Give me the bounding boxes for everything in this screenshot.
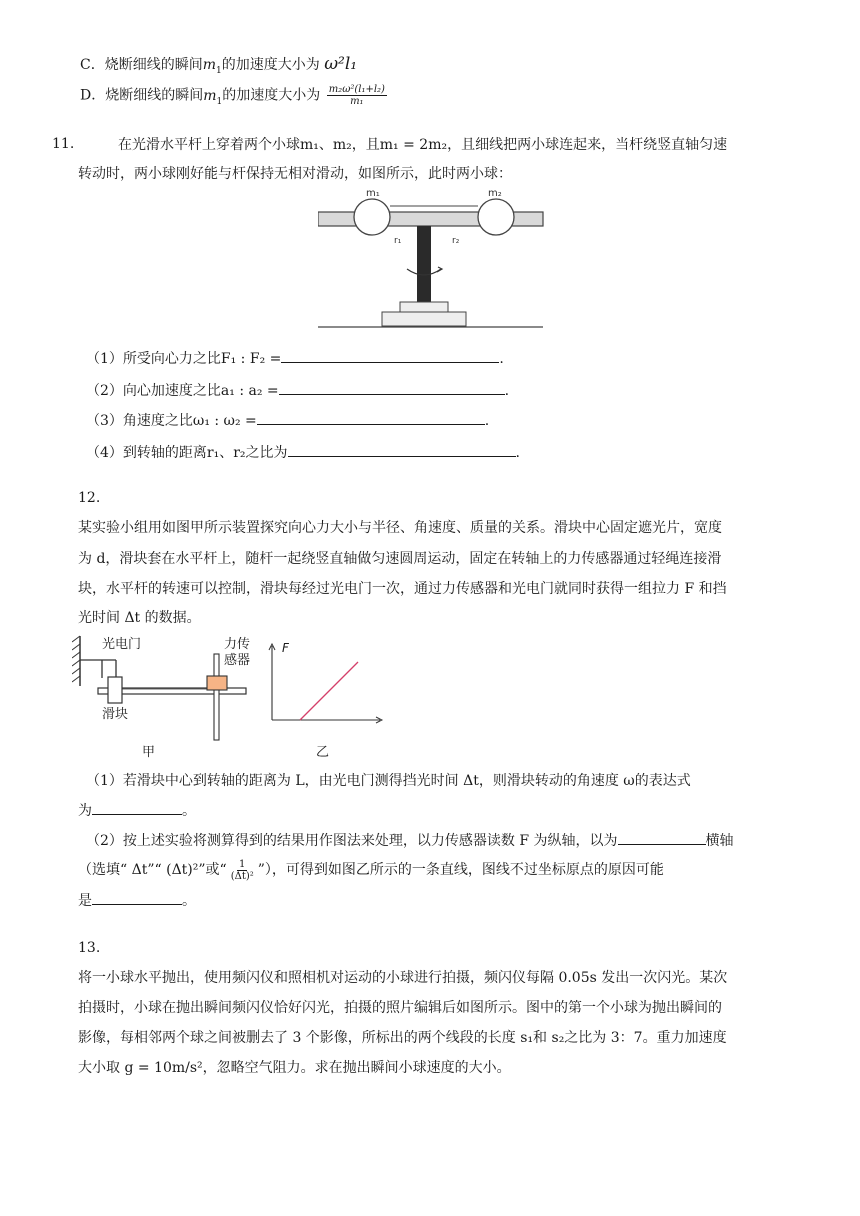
graph-line bbox=[300, 662, 358, 720]
ball-m1 bbox=[354, 199, 390, 235]
question-12-sub2-line3: 是 。 bbox=[78, 890, 196, 911]
label-slider: 滑块 bbox=[102, 707, 129, 722]
option-d-mid: 的加速度大小为 bbox=[222, 87, 321, 104]
option-c-var: $m_1$ bbox=[202, 57, 222, 76]
answer-blank-axis[interactable] bbox=[618, 830, 706, 845]
answer-blank-omega[interactable] bbox=[92, 800, 182, 815]
slider-block bbox=[108, 677, 122, 703]
question-13-number: 13. bbox=[78, 940, 101, 956]
question-12-sub1-line2: 为 。 bbox=[78, 800, 196, 821]
question-12-para-3: 块，水平杆的转速可以控制，滑块每经过光电门一次，通过力传感器和光电门就同时获得一组拉力 F 和挡 bbox=[78, 581, 727, 597]
experiment-figure bbox=[72, 632, 402, 772]
option-c-text: C．烧断细线的瞬间 bbox=[80, 57, 203, 73]
question-11-line1: 在光滑水平杆上穿着两个小球m₁、m₂，且m₁ = 2m₂，且细线把两小球连起来，当杆绕竖直轴匀速 bbox=[118, 137, 728, 153]
label-m2: m₂ bbox=[488, 188, 502, 199]
option-d-fraction: $\frac{\text{m₂ω²(l₁+l₂)}}{\text{m₁}}$ bbox=[328, 84, 385, 107]
question-12-number: 12. bbox=[78, 490, 101, 506]
answer-blank-1[interactable] bbox=[281, 348, 499, 363]
question-12-sub1-line1: （1）若滑块中心到转轴的距离为 L，由光电门测得挡光时间 Δt，则滑块转动的角速度 ω的表达式 bbox=[86, 773, 691, 789]
question-13-para-4: 大小取 g = 10m/s²，忽略空气阻力。求在抛出瞬间小球速度的大小。 bbox=[78, 1060, 511, 1076]
question-11-sub1: （1）所受向心力之比F₁ : F₂ = . bbox=[86, 348, 504, 369]
question-12-para-1: 某实验小组用如图甲所示装置探究向心力大小与半径、角速度、质量的关系。滑块中心固定遮光片，宽度 bbox=[78, 520, 722, 536]
option-c-mid: 的加速度大小为 bbox=[221, 57, 320, 73]
question-12-para-4: 光时间 Δt 的数据。 bbox=[78, 610, 201, 626]
reciprocal-fraction: $\frac{1}{\text{(Δt)²}}$ bbox=[230, 858, 254, 882]
question-12-sub2-line1: （2）按上述实验将测算得到的结果用作图法来处理，以力传感器读数 F 为纵轴，以为 横轴 bbox=[86, 830, 734, 851]
question-11-sub2: （2）向心加速度之比a₁ : a₂ = . bbox=[86, 380, 509, 401]
label-r1: r₁ bbox=[394, 236, 402, 246]
label-gate: 光电门 bbox=[102, 637, 142, 652]
label-sensor-1: 力传 bbox=[224, 637, 251, 652]
question-11-sub3: （3）角速度之比ω₁ : ω₂ = . bbox=[86, 410, 489, 431]
question-12-para-2: 为 d，滑块套在水平杆上，随杆一起绕竖直轴做匀速圆周运动，固定在转轴上的力传感器通过轻绳连接滑 bbox=[78, 551, 722, 567]
option-d-text: D．烧断细线的瞬间 bbox=[80, 87, 204, 104]
question-13-para-2: 拍摄时，小球在抛出瞬间频闪仪恰好闪光，拍摄的照片编辑后如图所示。图中的第一个小球为抛出瞬间的 bbox=[78, 1000, 722, 1016]
ball-m2 bbox=[478, 199, 514, 235]
answer-blank-3[interactable] bbox=[257, 410, 485, 425]
label-sensor-2: 感器 bbox=[224, 653, 251, 668]
force-sensor bbox=[207, 676, 227, 690]
answer-blank-4[interactable] bbox=[288, 442, 516, 457]
question-13-para-3: 影像，每相邻两个球之间被删去了 3 个影像，所标出的两个线段的长度 s₁和 s₂之比为 3：7。重力加速度 bbox=[78, 1030, 727, 1046]
label-r2: r₂ bbox=[452, 236, 460, 246]
option-c-expression: ω²l₁ bbox=[324, 54, 358, 74]
option-d bbox=[80, 84, 389, 111]
answer-blank-reason[interactable] bbox=[92, 890, 182, 905]
question-11-number: 11. bbox=[52, 136, 75, 152]
answer-blank-2[interactable] bbox=[279, 380, 505, 395]
question-11-line2: 转动时，两小球刚好能与杆保持无相对滑动，如图所示，此时两小球： bbox=[78, 166, 512, 182]
rotating-rod-figure bbox=[318, 187, 548, 339]
vertical-axis bbox=[417, 226, 431, 302]
question-11-sub4: （4）到转轴的距离r₁、r₂之比为 . bbox=[86, 442, 520, 463]
question-12-sub2-line2: （选填“ Δt”“ (Δt)²”或“ $\frac{1}{\text{(Δt)²}}$ ”），可得到如图乙所示的一条直线，图线不过坐标原点的原因可能 bbox=[78, 858, 664, 882]
label-axis-f: F bbox=[282, 641, 289, 655]
option-d-var: $m_1$ bbox=[203, 87, 223, 107]
label-m1: m₁ bbox=[366, 188, 380, 199]
label-jia: 甲 bbox=[142, 745, 156, 760]
question-13-para-1: 将一小球水平抛出，使用频闪仪和照相机对运动的小球进行拍摄，频闪仪每隔 0.05s 发出一次闪光。某次 bbox=[78, 970, 728, 986]
option-c bbox=[80, 54, 357, 81]
label-yi: 乙 bbox=[316, 745, 330, 760]
